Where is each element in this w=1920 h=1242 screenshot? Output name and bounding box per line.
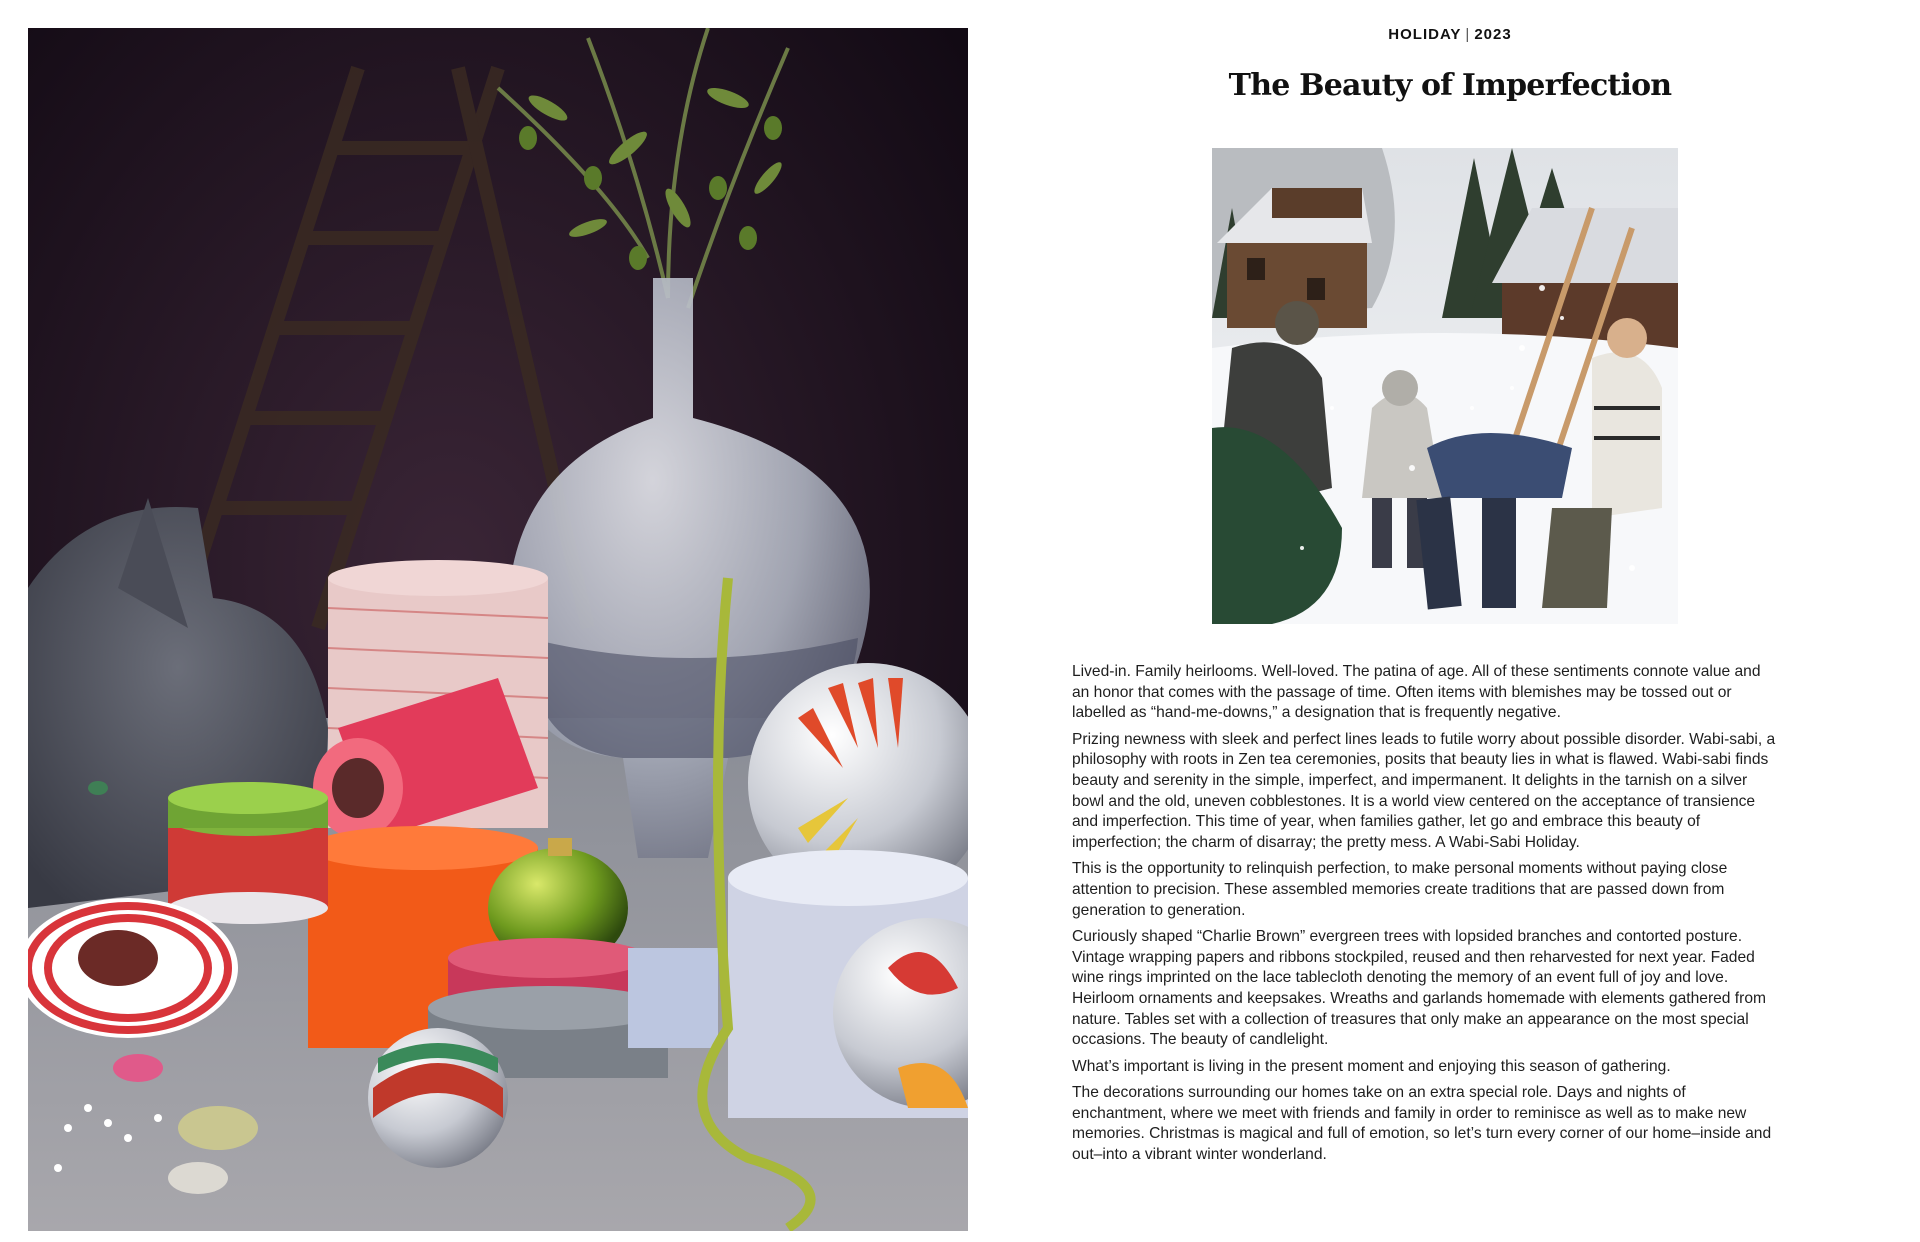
article-paragraph: Prizing newness with sleek and perfect lines leads to futile worry about possible disorder. Wabi-sabi, a philosophy with roots in Zen tea ceremonies, posits that beauty lies in what is flawed. Wabi-sabi finds beauty and serenity in the simple, imperfect, and impermanent. It delights in the tarnish on a silver bowl and the old, uneven cobblestones. It is a world view centered on the acceptance of transience and imperfection. This time of year, when families gather, let go and embrace this beauty of imperfection; the charm of disarray; the pretty mess. A Wabi-Sabi Holiday. xyxy=(1072,730,1776,851)
issue-year: 2023 xyxy=(1474,26,1512,43)
article-paragraph: The decorations surrounding our homes take on an extra special role. Days and nights of enchantment, where we meet with friends and family in order to reminisce as well as to make new memories. Christmas is magical and full of emotion, so let’s turn every corner of our home–inside and out–into a vibrant winter wonderland. xyxy=(1072,1084,1772,1164)
section-header xyxy=(1030,26,1870,43)
snow-scene-photo xyxy=(1212,148,1678,624)
article-title: The Beauty of Imperfection xyxy=(1228,68,1672,103)
right-page xyxy=(1030,0,1870,1242)
article-paragraph: What’s important is living in the present moment and enjoying this season of gathering. xyxy=(1072,1057,1671,1075)
section-label: HOLIDAY xyxy=(1388,26,1462,43)
header-separator: | xyxy=(1465,26,1471,43)
article-paragraph: This is the opportunity to relinquish perfection, to make personal moments without paying close attention to precision. These assembled memories create traditions that are passed down from generation to generation. xyxy=(1072,860,1728,919)
article-paragraph: Curiously shaped “Charlie Brown” evergreen trees with lopsided branches and contorted posture. Vintage wrapping papers and ribbons stockpiled, reused and then reharvested for next year. Faded wine rings imprinted on the lace tablecloth denoting the memory of an event full of joy and love. Heirloom ornaments and keepsakes. Wreaths and garlands homemade with elements gathered from nature. Tables set with a collection of treasures that only make an appearance on the most special occasions. The beauty of candlelight. xyxy=(1072,928,1766,1049)
still-life-photo xyxy=(28,28,968,1231)
article-body xyxy=(1072,662,1780,1172)
article-paragraph: Lived-in. Family heirlooms. Well-loved. The patina of age. All of these sentiments connote value and an honor that comes with the passage of time. Often items with blemishes may be tossed out or labelled as “hand-me-downs,” a designation that is frequently negative. xyxy=(1072,663,1761,722)
